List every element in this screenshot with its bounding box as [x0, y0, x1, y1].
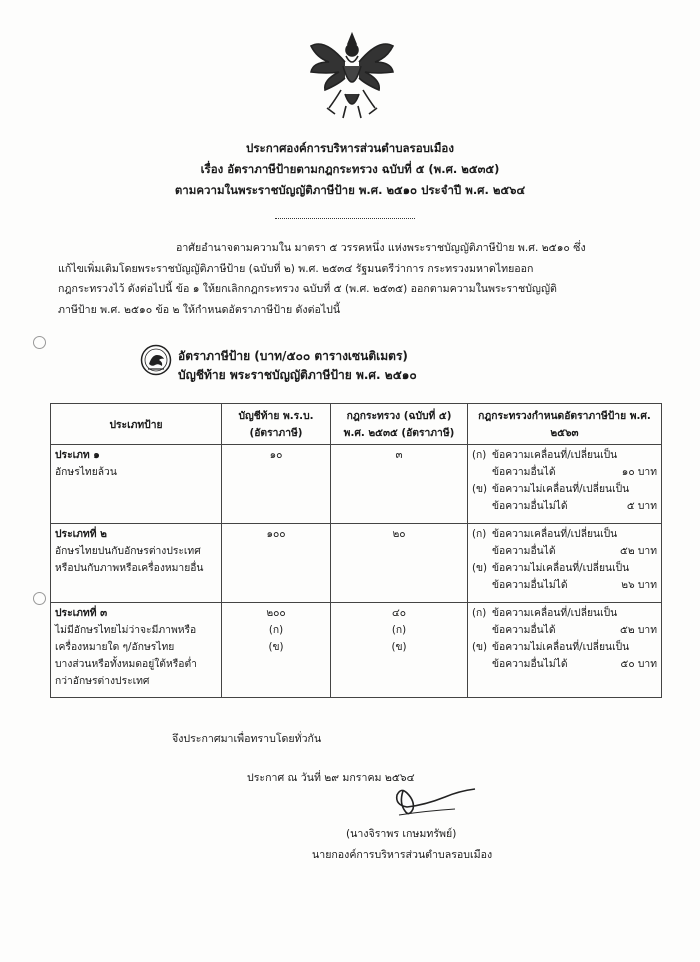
option-text: ข้อความเคลื่อนที่/เปลี่ยนเป็น	[492, 449, 618, 461]
type-title: ประเภทที่ ๓	[55, 607, 108, 619]
option-text: ข้อความไม่เคลื่อนที่/เปลี่ยนเป็น	[492, 483, 630, 495]
rate-cell	[468, 445, 662, 524]
rate-title: อัตราภาษีป้าย (บาท/๕๐๐ ตารางเซนติเมตร)	[178, 349, 408, 363]
option-line	[472, 560, 657, 577]
option-amount-line	[472, 543, 657, 560]
body-line: ภาษีป้าย พ.ศ. ๒๕๑๐ ข้อ ๒ ให้กำหนดอัตราภาษีป้าย ดังต่อไปนี้	[58, 303, 341, 316]
act-value: ๑๐๐	[266, 528, 286, 540]
reg5-value: ๒๐	[392, 528, 406, 540]
option-amount: ๑๐ บาท	[621, 466, 657, 478]
signer-name: (นางจิราพร เกษมทรัพย์)	[346, 828, 457, 840]
signer-position: นายกองค์การบริหารส่วนตำบลรอบเมือง	[312, 849, 493, 861]
option-line	[472, 526, 657, 543]
reg5-cell	[331, 603, 468, 698]
reg5-cell	[331, 445, 468, 524]
option-amount-line	[472, 656, 657, 673]
option-amount-line	[472, 622, 657, 639]
option-amount: ๒๖ บาท	[621, 579, 657, 591]
rate-subtitle: บัญชีท้าย พระราชบัญญัติภาษีป้าย พ.ศ. ๒๕๑๐	[178, 368, 417, 382]
reg5-value: ๔๐	[391, 607, 407, 619]
option-amount: ๕๒ บาท	[620, 624, 657, 636]
type-title: ประเภท ๑	[55, 449, 100, 461]
option-key: (ก)	[472, 607, 487, 619]
type-cell	[51, 603, 222, 698]
option-text: ข้อความไม่เคลื่อนที่/เปลี่ยนเป็น	[492, 641, 630, 653]
option-sub: ข้อความอื่นได้	[492, 545, 556, 557]
header-type: ประเภทป้าย	[51, 404, 222, 445]
rate-cell	[468, 603, 662, 698]
option-key: (ข)	[472, 562, 488, 574]
option-key: (ข)	[472, 483, 488, 495]
type-desc: อักษรไทยล้วน	[55, 466, 117, 478]
option-key: (ข)	[472, 641, 488, 653]
type-desc: ไม่มีอักษรไทยไม่ว่าจะมีภาพหรือ	[55, 624, 197, 636]
option-line	[472, 605, 657, 622]
type-desc: บางส่วนหรือทั้งหมดอยู่ใต้หรือต่ำ	[55, 658, 197, 670]
act-cell	[222, 603, 331, 698]
table-row	[51, 524, 662, 603]
option-amount-line	[472, 498, 657, 515]
announcement-subject: เรื่อง อัตราภาษีป้ายตามกฎกระทรวง ฉบับที่ ๕ (พ.ศ. ๒๕๓๕)	[200, 162, 500, 176]
type-desc: กว่าอักษรต่างประเทศ	[55, 675, 150, 687]
option-text: ข้อความเคลื่อนที่/เปลี่ยนเป็น	[492, 607, 618, 619]
option-sub: ข้อความอื่นไม่ได้	[492, 579, 568, 591]
signature-mark	[385, 775, 485, 825]
header-act: บัญชีท้าย พ.ร.บ. (อัตราภาษี)	[222, 404, 331, 445]
option-amount: ๕๐ บาท	[620, 658, 657, 670]
type-desc: อักษรไทยปนกับอักษรต่างประเทศ	[55, 545, 201, 557]
act-cell	[222, 445, 331, 524]
option-amount-line	[472, 577, 657, 594]
act-cell	[222, 524, 331, 603]
punch-hole	[33, 592, 46, 605]
announcement-basis: ตามความในพระราชบัญญัติภาษีป้าย พ.ศ. ๒๕๑๐ ประจำปี พ.ศ. ๒๕๖๔	[174, 183, 526, 197]
garuda-emblem-icon	[305, 28, 400, 120]
option-text: ข้อความไม่เคลื่อนที่/เปลี่ยนเป็น	[492, 562, 630, 574]
punch-hole	[33, 336, 46, 349]
type-cell	[51, 524, 222, 603]
option-amount: ๕ บาท	[626, 500, 657, 512]
org-seal-icon	[140, 344, 172, 376]
option-key: (ก)	[472, 528, 487, 540]
table-row	[51, 445, 662, 524]
option-line	[472, 447, 657, 464]
type-desc: หรือปนกับภาพหรือเครื่องหมายอื่น	[55, 562, 204, 574]
table-row	[51, 603, 662, 698]
reg5-value: (ข)	[391, 641, 407, 653]
reg5-cell	[331, 524, 468, 603]
header-reg-rate: กฎกระทรวงกำหนดอัตราภาษีป้าย พ.ศ. ๒๕๖๓	[468, 404, 662, 445]
body-line: กฎกระทรวงไว้ ดังต่อไปนี้ ข้อ ๑ ให้ยกเลิกกฎกระทรวง ฉบับที่ ๕ (พ.ศ. ๒๕๓๕) ออกตามความในพระราชบัญญัติ	[58, 283, 557, 295]
given-date: ประกาศ ณ วันที่ ๒๙ มกราคม ๒๕๖๔	[247, 772, 415, 784]
dotted-divider	[275, 218, 415, 219]
type-desc: เครื่องหมายใด ๆ/อักษรไทย	[55, 641, 175, 653]
reg5-value: ๓	[395, 449, 403, 461]
type-title: ประเภทที่ ๒	[55, 528, 107, 540]
reg5-value: (ก)	[391, 624, 407, 636]
act-value: ๑๐	[269, 449, 283, 461]
table-header-row	[51, 404, 662, 445]
option-line	[472, 481, 657, 498]
act-value: (ก)	[268, 624, 284, 636]
rate-cell	[468, 524, 662, 603]
option-sub: ข้อความอื่นไม่ได้	[492, 658, 568, 670]
announce-line: จึงประกาศมาเพื่อทราบโดยทั่วกัน	[172, 733, 322, 745]
option-amount: ๕๒ บาท	[620, 545, 657, 557]
option-key: (ก)	[472, 449, 487, 461]
act-value: ๒๐๐	[266, 607, 286, 619]
option-line	[472, 639, 657, 656]
announcement-body	[58, 238, 668, 320]
option-sub: ข้อความอื่นได้	[492, 466, 556, 478]
body-line: แก้ไขเพิ่มเติมโดยพระราชบัญญัติภาษีป้าย (ฉบับที่ ๒) พ.ศ. ๒๕๓๔ รัฐมนตรีว่าการ กระทรวงมหาดไทยออก	[58, 262, 534, 275]
announcement-org: ประกาศองค์การบริหารส่วนตำบลรอบเมือง	[246, 141, 454, 155]
option-sub: ข้อความอื่นไม่ได้	[492, 500, 568, 512]
option-amount-line	[472, 464, 657, 481]
body-line: อาศัยอำนาจตามความใน มาตรา ๕ วรรคหนึ่ง แห่งพระราชบัญญัติภาษีป้าย พ.ศ. ๒๕๑๐ ซึ่ง	[176, 242, 586, 254]
type-cell	[51, 445, 222, 524]
option-text: ข้อความเคลื่อนที่/เปลี่ยนเป็น	[492, 528, 618, 540]
tax-rate-table	[50, 403, 662, 698]
option-sub: ข้อความอื่นได้	[492, 624, 556, 636]
header-reg5: กฎกระทรวง (ฉบับที่ ๕) พ.ศ. ๒๕๓๕ (อัตราภาษี)	[331, 404, 468, 445]
act-value: (ข)	[268, 641, 284, 653]
